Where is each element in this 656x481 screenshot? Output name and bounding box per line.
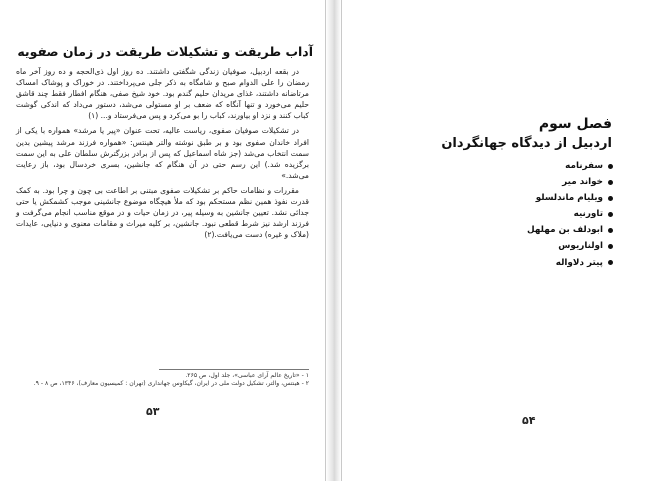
footnote-divider (159, 369, 309, 370)
left-page (0, 0, 326, 481)
topic-label: پیتر دلاواله (555, 257, 603, 268)
footnote: ۱ - «تاریخ عالم آرای عباسی»، جلد اول، ص ۲۶۵. (185, 372, 309, 379)
list-item (413, 222, 613, 238)
list-item (413, 238, 613, 254)
topic-label: سفرنامه (565, 161, 603, 171)
list-item (413, 206, 613, 222)
chapter-label: فصل سوم (538, 116, 612, 132)
bullet-icon (608, 212, 613, 217)
paragraph: در بقعه اردبیل، صوفیان زندگی شگفتی داشتند. ده روز اول ذی‌الحجه و ده روز آخر ماه رمضان را علی الدوام صبح و شامگاه به ذکر جلی می‌پرداختند. در خوراک و پوشاک امساک مرتاضانه داشتند، غذای مریدان حلیم گندم بود. خود شیخ صفی، هنگام افطار فقط چند قاشق حلیم می‌خورد و تنها آنگاه که ضعف بر او مستولی می‌شد، دستور می‌داد که اندکی گوشت کباب کنند و نزد او بیاورند، کباب را بو می‌کرد و پس می‌فرستاد و... (۱) (16, 67, 309, 121)
page-number: ۵۳ (146, 405, 160, 418)
chapter-title: اردبیل از دیدگاه جهانگردان (441, 136, 612, 151)
right-page (341, 0, 656, 481)
bullet-icon (608, 164, 613, 169)
topic-label: تاورنیه (573, 209, 603, 220)
list-item (413, 190, 613, 206)
topic-label: خواند میر (562, 177, 603, 188)
body-text (16, 66, 309, 244)
topic-label: اولناریوس (558, 241, 603, 252)
footnote: ۲ - هینتس، والتر، تشکیل دولت ملی در ایران، گیکاوس جهانداری (تهران : کمیسیون معارف)، ۱۳۴۶، ص ۸ - ۹. (33, 380, 309, 388)
bullet-icon (608, 180, 613, 185)
topic-list (413, 158, 613, 271)
bullet-icon (608, 244, 613, 249)
list-item (413, 158, 613, 174)
paragraph: در تشکیلات صوفیان صفوی، ریاست عالیه، تحت عنوان «پیر یا مرشد» همواره با یکی از افراد خاندان صفوی بود و بر طبق نوشته والتر هینتس: «همواره فرزند مرشد پیشین بدین سمت انتخاب می‌شد (جز شاه اسماعیل که پس از برادر بزرگترش سلطان علی به این سمت برگزیده شد.) این رسم حتی در آن هنگام که جانشین، بسری خردسال بود، باز رعایت می‌شد.» (16, 126, 309, 180)
bullet-icon (608, 228, 613, 233)
topic-label: ویلیام ماندلسلو (535, 193, 603, 204)
page-number: ۵۴ (522, 414, 536, 427)
paragraph: مقررات و نظامات حاکم بر تشکیلات صفوی مبتنی بر اطاعت بی چون و چرا بود. به کمک قدرت نفوذ همین نظم مستحکم بود که ملأ هیچگاه موضوع جانشینی موجب کشمکش یا حتی جدائی نشد. تعیین جانشین به وسیله پیر، در زمان حیات و در موقع مناسب انجام می‌گرفت و فرزند ارشد نیز شرط قطعی نبود. جانشین، بر کلیه میراث و مقامات معنوی و دنیایی، عایدات (ملاک و غیره) دست می‌یافت.(۲) (16, 185, 309, 240)
section-heading: آداب طریقت و تشکیلات طریقت در زمان صفویه (17, 44, 313, 59)
list-item (413, 255, 613, 271)
bullet-icon (608, 260, 613, 265)
bullet-icon (608, 196, 613, 201)
list-item (413, 174, 613, 190)
footnotes (16, 372, 309, 389)
topic-label: ابودلف بن مهلهل (527, 225, 603, 236)
book-gutter (326, 0, 341, 481)
